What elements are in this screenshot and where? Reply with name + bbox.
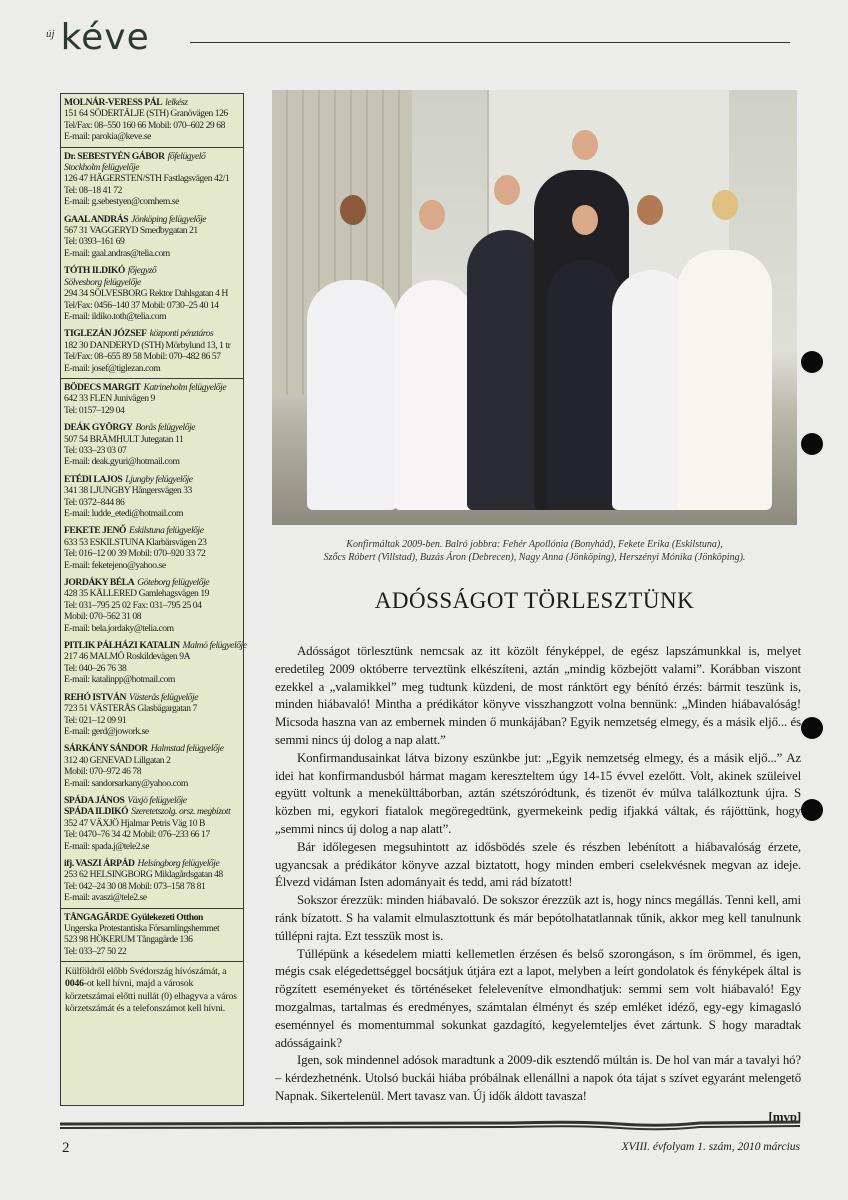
article-paragraph: Igen, sok mindennel adósok maradtunk a 2009-dik esztendő múltán is. De hol van már a tavalyi hó? – kérdezhetnénk. Utolsó buckái hiába próbálnak ellenállni a napok óta tájat s szívet egyaránt melengető Napnak. Sikertelenül. Mert tavasz van. Új idők áldott tavasza! (275, 1053, 801, 1103)
contact-entry (64, 525, 240, 571)
contact-line: Tel/Fax: 08–550 160 66 Mobil: 070–602 29 68 (64, 119, 225, 131)
contact-line: E-mail: g.sebestyen@comhem.se (64, 196, 179, 208)
caption-line: Szőcs Róbert (Villstad), Buzás Áron (Debrecen), Nagy Anna (Jönköping), Herszényi Mónika (Jönköping). (323, 552, 746, 563)
contact-header (64, 214, 240, 225)
contact-header (64, 265, 240, 276)
contact-role: főfelügyelő (167, 150, 206, 162)
contact-line: Tel: 08–18 41 72 (64, 184, 122, 196)
contact-line: 642 33 FLEN Junivägen 9 (64, 393, 155, 405)
photo-caption (272, 538, 797, 564)
binder-hole (801, 717, 823, 739)
contact-subrole: Stockholm felügyelője (64, 162, 139, 174)
contact-line: 633 53 ESKILSTUNA Klarbärsvägen 23 (64, 536, 207, 548)
contact-group (61, 909, 243, 963)
contact-line: E-mail: avaszi@tele2.se (64, 892, 147, 904)
contact-role: Helsingborg felügyelője (137, 857, 220, 869)
page-number: 2 (62, 1140, 70, 1156)
masthead-logo (46, 18, 150, 58)
contact-line: E-mail: deak.gyuri@hotmail.com (64, 456, 180, 468)
contact-name: REHÓ ISTVÁN (64, 691, 126, 703)
contact-role: Szeretetszolg. orsz. megbízott (131, 806, 231, 818)
contact-name: DEÁK GYÖRGY (64, 422, 133, 434)
contact-name: SPÁDA ILDIKÓ (64, 806, 129, 818)
contact-entry (64, 97, 240, 143)
contact-entry (64, 743, 240, 789)
contact-line: E-mail: gerd@jowork.se (64, 725, 149, 737)
contact-name: TÓTH ILDIKÓ (64, 265, 125, 277)
contact-header (64, 474, 240, 485)
header-rule (190, 42, 790, 43)
contact-name: ETÉDI LAJOS (64, 473, 123, 485)
contact-entry (64, 577, 240, 634)
contact-line: Tel: 0157–129 04 (64, 404, 125, 416)
contact-entry (64, 265, 240, 322)
contact-entry (64, 328, 240, 374)
contact-line: Tel: 033–23 03 07 (64, 444, 127, 456)
photo-person-head (572, 130, 598, 160)
contact-line: Tel: 021–12 09 91 (64, 714, 127, 726)
contact-role: Jönköping felügyelője (131, 213, 207, 225)
contact-header (64, 912, 240, 923)
contact-name: FEKETE JENŐ (64, 525, 126, 537)
contact-line: Tel/Fax: 0456–140 37 Mobil: 0730–25 40 14 (64, 299, 219, 311)
contact-line: 294 34 SÖLVESBORG Rektor Dahlsgatan 4 H (64, 288, 228, 300)
photo-person-head (712, 190, 738, 220)
article-paragraph: Túllépünk a késedelem miatti kellemetlen érzésen és belső szorongáson, s ím örömmel, és igen, mégis csak elégedettséggel bocsátjuk útjára ezt a lapot, melyben a leírt gondolatok és fényképek által is rögzített eseményeket és történéseket felelevenítve elmondhatjuk: semmi sem volt hiábavaló! Egy mozgalmas, tartalmas és eredményes, számtalan élményt és szép emléket idéző, egy-egy kimagasló eseménnyel és momentummal sokunkat gazdagító, kegyelemteljes évet zártunk. S hogy maradtak adósságaink? (275, 946, 801, 1050)
contact-role: Halmstad felügyelője (150, 743, 224, 755)
contact-name: ifj. VASZI ÁRPÁD (64, 857, 135, 869)
contact-line: 312 40 GENEVAD Lillgatan 2 (64, 754, 171, 766)
dialing-note (61, 962, 243, 1019)
contact-header (64, 577, 240, 588)
contact-name: PITLIK PÁLHÁZI KATALIN (64, 640, 180, 652)
contact-entry (64, 858, 240, 904)
contact-role: Ljungby felügyelője (125, 473, 193, 485)
contact-role: lelkész (165, 97, 188, 108)
contact-role: Växjö felügyelője (127, 794, 187, 806)
contact-line: 253 62 HELSINGBORG Miklagårdsgatan 48 (64, 869, 223, 881)
contact-entry (64, 474, 240, 520)
contact-entry (64, 422, 240, 468)
contact-line: 723 51 VÄSTERÅS Glasbägargatan 7 (64, 703, 197, 715)
contact-header (64, 858, 240, 869)
contact-name: GAAL ANDRÁS (64, 213, 129, 225)
contact-line: 428 35 KÅLLERED Gamlehagsvägen 19 (64, 588, 210, 600)
confirmation-photo (272, 90, 797, 525)
contact-line: E-mail: katalinpp@hotmail.com (64, 674, 175, 686)
contact-entry (64, 640, 247, 686)
contact-line: E-mail: sandorsarkany@yahoo.com (64, 777, 188, 789)
photo-person-head (494, 175, 520, 205)
contact-line: Tel: 042–24 30 08 Mobil: 073–158 78 81 (64, 880, 206, 892)
photo-person-head (637, 195, 663, 225)
contact-subrole: Sölvesborg felügyelője (64, 276, 141, 288)
contact-role: központi pénztáros (149, 328, 214, 340)
contact-role: Västerås felügyelője (128, 691, 199, 703)
note-code: 0046 (65, 978, 84, 990)
contact-line: 217 46 MALMÖ Roskildevägen 9A (64, 651, 191, 663)
note-text: Külföldről előbb Svédország hívószámát, a (65, 966, 227, 978)
contact-role: Katrineholm felügyelője (143, 381, 227, 393)
contact-line: Ungerska Protestantiska Församlingshemmet (64, 923, 220, 934)
photo-person (677, 250, 772, 510)
contact-header (64, 743, 240, 754)
contact-group (61, 379, 247, 909)
contact-line: Mobil: 070–972 46 78 (64, 766, 142, 778)
article-paragraph: Sokszor érezzük: minden hiábavaló. De sokszor érezzük azt is, hogy nincs megállás. Tenni kell, ami ránk bízatott. S ha valamit elmulasztottunk és már bepótolhatatlannak tűnik, akkor meg kell tanulnunk túllépni rajta. Ezt tesszük most is. (275, 893, 801, 943)
contact-header (64, 328, 240, 339)
article-paragraph: Adósságot törlesztünk nemcsak az itt közölt fényképpel, de egész lapszámunkkal is, melyet eredetileg 2009 októberre terveztünk elkészíteni, aztán „mindig közbejött valami”. Korábban viszont ezekkel a „valamikkel” meg tudtunk küzdeni, de most ránktört egy bénító érzés: bármit teszünk is, minden hiábavaló! Mintha a prédikátor könyve visszhangzott volna bennünk: „Minden hiábavalóság! Micsoda haszna van az embernek minden ő munkájában? Egyik nemzetség elmegy, és a másik eljő... és semmi nincs új dolog a nap alatt.” (275, 644, 801, 747)
contact-header (64, 422, 240, 433)
issue-info: XVIII. évfolyam 1. szám, 2010 március (621, 1141, 800, 1153)
contact-entry (64, 692, 240, 738)
contact-name: TIGLEZÁN JÓZSEF (64, 328, 147, 340)
contact-header (64, 151, 240, 162)
contact-line: 126 47 HÄGERSTEN/STH Fastlagsvägen 42/1 (64, 173, 230, 185)
note-text: -ot kell hívni, majd a városok körzetszámai előtti nullát (0) elhagyva a város körzetszámát és a telefonszámot kell hívni. (65, 978, 237, 1014)
contact-header (64, 382, 240, 393)
contact-line: Tel: 040–26 76 38 (64, 662, 127, 674)
logo-title: kéve (60, 17, 150, 58)
contact-line: Tel: 0372–844 86 (64, 496, 125, 508)
contact-line: 182 30 DANDERYD (STH) Mörbylund 13, 1 tr (64, 339, 231, 351)
photo-person-head (419, 200, 445, 230)
article-paragraph: Bár időlegesen megsuhintott az idősbödés szele és részben lebénított a hiábavalóság érzete, ugyancsak a prédikátor könyve azzal biztatott, hogy minden emberi cselekvésnek megvan az ideje. Élvezd vidáman Isten adományait és tedd, ami rád bízatott! (275, 839, 801, 890)
photo-person-head (340, 195, 366, 225)
contact-name: JORDÁKY BÉLA (64, 577, 135, 589)
contact-line: Tel: 0470–76 34 42 Mobil: 076–233 66 17 (64, 829, 210, 841)
contact-role: Eskilstuna felügyelője (128, 525, 204, 537)
contact-name: TÅNGAGÄRDE Gyülekezeti Otthon (64, 911, 203, 923)
binder-hole (801, 799, 823, 821)
contact-line: Tel: 033–27 50 22 (64, 945, 127, 957)
contact-line: E-mail: spada.j@tele2.se (64, 840, 150, 852)
contact-header (64, 97, 240, 108)
contact-group (61, 94, 243, 148)
contact-entry (64, 795, 240, 852)
footer-rule (60, 1118, 800, 1132)
contact-header (64, 795, 240, 806)
contact-name: BÖDECS MARGIT (64, 381, 141, 393)
contact-entry (64, 151, 240, 208)
contact-line: E-mail: bela.jordaky@telia.com (64, 622, 174, 634)
contact-line: E-mail: ildiko.toth@telia.com (64, 310, 167, 322)
contact-line: 352 47 VÄXJÖ Hjalmar Petris Väg 10 B (64, 817, 205, 829)
contact-header (64, 525, 240, 536)
article-title: ADÓSSÁGOT TÖRLESZTÜNK (374, 588, 695, 613)
contact-line: Tel: 031–795 25 02 Fax: 031–795 25 04 (64, 599, 202, 611)
contact-line: 507 54 BRÄMHULT Jutegatan 11 (64, 433, 184, 445)
contact-name: MOLNÁR-VERESS PÁL (64, 97, 163, 108)
contact-line: E-mail: josef@tiglezan.com (64, 362, 161, 374)
article-paragraph: Konfirmandusainkat látva bizony eszünkbe jut: „Egyik nemzetség elmegy, és a másik eljő...” Az idei hat konfirmandusból hármat magam kereszteltem úgy 14-15 évvel ezelőtt. Volt, akinek szüleivel együtt voltunk a menekülttáborban, aztán szétszóródtunk, és tizenöt év múlva találkoztunk újra. S közben mi, egykori fiatalok megöregedtünk, gyermekeink pedig ifjakká váltak, és rájöttünk, hogy „semmi nincs új dolog a nap alatt”. (275, 750, 801, 836)
photo-person (547, 260, 622, 510)
contact-line: 567 31 VAGGERYD Smedbygatan 21 (64, 225, 198, 237)
article-body (275, 643, 801, 1126)
contact-line: Tel/Fax: 08–655 89 58 Mobil: 070–482 86 57 (64, 351, 221, 363)
contact-entry (64, 214, 240, 260)
article-signature: [mvp] (768, 1108, 801, 1124)
photo-person-head (572, 205, 598, 235)
contact-group (61, 148, 243, 379)
contact-header (64, 692, 240, 703)
contact-name: SPÁDA JÁNOS (64, 794, 125, 806)
caption-line: Konfirmáltak 2009-ben. Balró jobbra: Fehér Apollónia (Bonyhád), Fekete Erika (Eskilstuna), (346, 539, 723, 550)
photo-person (307, 280, 397, 510)
contact-line: E-mail: ludde_etedi@hotmail.com (64, 508, 184, 519)
contact-name: SÁRKÁNY SÁNDOR (64, 743, 148, 755)
photo-person (394, 280, 474, 510)
contact-line: 341 38 LJUNGBY Hångersvägen 33 (64, 485, 192, 497)
contact-entry (64, 912, 240, 958)
contact-line: E-mail: gaal.andras@telia.com (64, 247, 170, 259)
contact-line: 151 64 SÖDERTÄLJE (STH) Granövägen 126 (64, 108, 228, 120)
contact-header (64, 806, 240, 817)
contact-line: Mobil: 070–562 31 08 (64, 611, 142, 623)
contact-role: Malmö felügyelője (182, 640, 247, 652)
contact-role: főjegyző (127, 265, 157, 277)
contact-line: Tel: 016–12 00 39 Mobil: 070–920 33 72 (64, 548, 206, 560)
contact-line: E-mail: parokia@keve.se (64, 131, 151, 143)
contact-role: Borås felügyelője (135, 422, 196, 434)
logo-prefix: új (46, 28, 55, 40)
binder-hole (801, 433, 823, 455)
contacts-sidebar (60, 93, 247, 1106)
contact-entry (64, 382, 240, 416)
contact-line: Tel: 0393–161 69 (64, 236, 125, 248)
binder-hole (801, 351, 823, 373)
contact-line: 523 98 HÖKERUM Tångagärde 136 (64, 934, 193, 946)
contact-role: Göteborg felügyelője (137, 577, 210, 589)
contact-header (64, 640, 247, 652)
contact-line: E-mail: feketejeno@yahoo.se (64, 559, 166, 571)
contact-name: Dr. SEBESTYÉN GÁBOR (64, 150, 165, 162)
